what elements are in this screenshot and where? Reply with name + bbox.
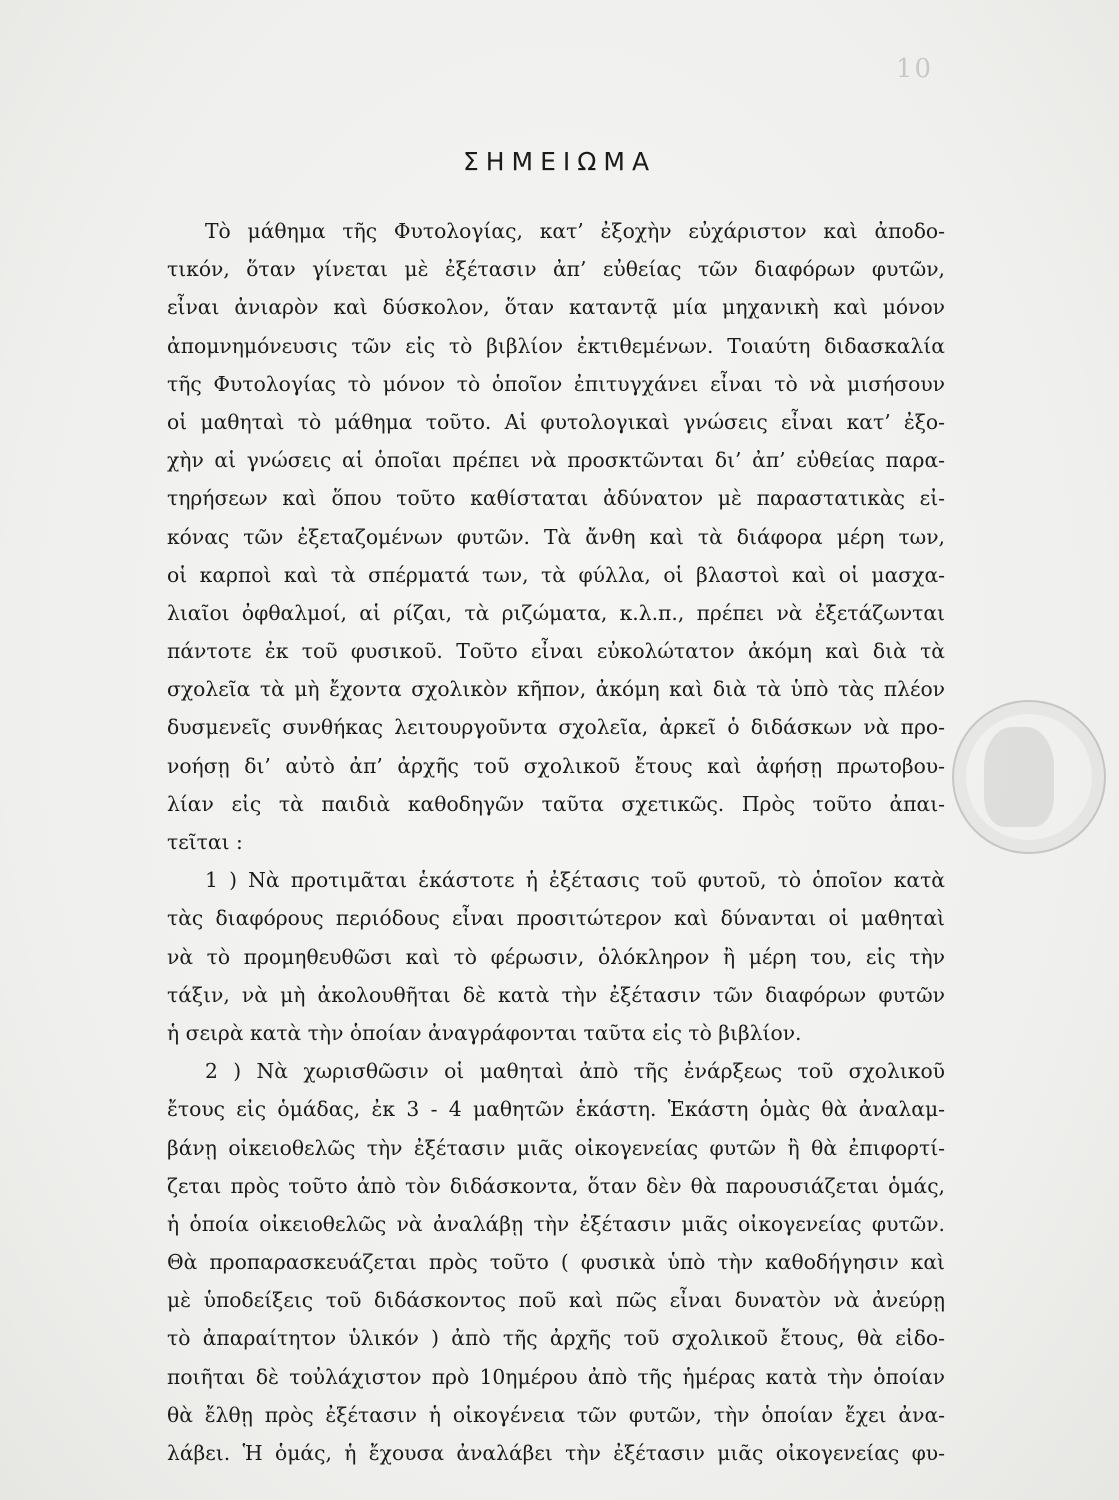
ghost-page-number: 10 [895,54,933,84]
text-line: ζεται πρὸς τοῦτο ἀπὸ τὸν διδάσκοντα, ὅταν δὲν θὰ παρουσιάζεται ὁμάς, [167,1173,945,1198]
text-line: 2 ) Νὰ χωρισθῶσιν οἱ μαθηταὶ ἀπὸ τῆς ἐνάρξεως τοῦ σχολικοῦ [205,1059,945,1084]
text-line: λίαν εἰς τὰ παιδιὰ καθοδηγῶν ταῦτα σχετικῶς. Πρὸς τοῦτο ἀπαι- [167,791,945,816]
text-line: ἡ ὁποία οἰκειοθελῶς νὰ ἀναλάβῃ τὴν ἐξέτασιν μιᾶς οἰκογενείας φυτῶν. [167,1211,945,1236]
text-line: κόνας τῶν ἐξεταζομένων φυτῶν. Τὰ ἄνθη καὶ τὰ διάφορα μέρη των, [167,524,945,549]
text-line: ποιῆται δὲ τοὐλάχιστον πρὸ 10ημέρου ἀπὸ τῆς ἡμέρας κατὰ τὴν ὁποίαν [167,1364,945,1389]
text-line: τῆς Φυτολογίας τὸ μόνον τὸ ὁποῖον ἐπιτυγχάνει εἶναι τὸ νὰ μισήσουν [167,371,945,396]
text-line: Θὰ προπαρασκευάζεται πρὸς τοῦτο ( φυσικὰ ὑπὸ τὴν καθοδήγησιν καὶ [167,1250,945,1275]
text-line: τικόν, ὅταν γίνεται μὲ ἐξέτασιν ἀπ’ εὐθείας τῶν διαφόρων φυτῶν, [167,257,945,282]
text-line: τὸ ἀπαραίτητον ὑλικόν ) ἀπὸ τῆς ἀρχῆς τοῦ σχολικοῦ ἔτους, θὰ εἰδο- [167,1326,945,1351]
text-line: λάβει. Ἡ ὁμάς, ἡ ἔχουσα ἀναλάβει τὴν ἐξέτασιν μιᾶς οἰκογενείας φυ- [167,1441,945,1465]
text-line: ἡ σειρὰ κατὰ τὴν ὁποίαν ἀναγράφονται ταῦτα εἰς τὸ βιβλίον. [167,1020,802,1045]
text-line: βάνῃ οἰκειοθελῶς τὴν ἐξέτασιν μιᾶς οἰκογενείας φυτῶν ἢ θὰ ἐπιφορτί- [167,1135,945,1160]
text-line: τεῖται : [167,830,243,854]
text-line: τάξιν, νὰ μὴ ἀκολουθῆται δὲ κατὰ τὴν ἐξέτασιν τῶν διαφόρων φυτῶν [167,982,945,1007]
text-line: οἱ καρποὶ καὶ τὰ σπέρματά των, τὰ φύλλα, οἱ βλαστοὶ καὶ οἱ μασχα- [167,562,945,587]
library-stamp [952,700,1106,854]
body-text [167,212,945,1472]
text-line: οἱ μαθηταὶ τὸ μάθημα τοῦτο. Αἱ φυτολογικαὶ γνώσεις εἶναι κατ’ ἐξο- [167,409,945,434]
page-heading: ΣΗΜΕΙΩΜΑ [462,147,657,176]
stamp-figure [984,727,1054,827]
text-line: 1 ) Νὰ προτιμᾶται ἑκάστοτε ἡ ἐξέτασις τοῦ φυτοῦ, τὸ ὁποῖον κατὰ [205,868,945,893]
text-line: πάντοτε ἐκ τοῦ φυσικοῦ. Τοῦτο εἶναι εὐκολώτατον ἀκόμη καὶ διὰ τὰ [167,639,945,664]
text-line: νοήσῃ δι’ αὐτὸ ἀπ’ ἀρχῆς τοῦ σχολικοῦ ἔτους καὶ ἀφήσῃ πρωτοβου- [167,753,945,778]
text-line: λιαῖοι ὀφθαλμοί, αἱ ρίζαι, τὰ ριζώματα, κ.λ.π., πρέπει νὰ ἐξετάζωνται [167,600,945,625]
text-line: σχολεῖα τὰ μὴ ἔχοντα σχολικὸν κῆπον, ἀκόμη καὶ διὰ τὰ ὑπὸ τὰς πλέον [167,677,945,702]
text-line: θὰ ἔλθῃ πρὸς ἐξέτασιν ἡ οἰκογένεια τῶν φυτῶν, τὴν ὁποίαν ἔχει ἀνα- [167,1402,945,1427]
text-line: εἶναι ἀνιαρὸν καὶ δύσκολον, ὅταν καταντᾷ μία μηχανικὴ καὶ μόνον [167,295,945,320]
text-line: ἀπομνημόνευσις τῶν εἰς τὸ βιβλίον ἐκτιθεμένων. Τοιαύτη διδασκαλία [167,333,945,358]
text-line: Τὸ μάθημα τῆς Φυτολογίας, κατ’ ἐξοχὴν εὐχάριστον καὶ ἀποδο- [205,219,945,243]
text-line: ἔτους εἰς ὁμάδας, ἐκ 3 - 4 μαθητῶν ἑκάστη. Ἑκάστη ὁμὰς θὰ ἀναλαμ- [167,1097,945,1122]
text-line: νὰ τὸ προμηθευθῶσι καὶ τὸ φέρωσιν, ὁλόκληρον ἢ μέρη του, εἰς τὴν [167,944,945,969]
text-line: τὰς διαφόρους περιόδους εἶναι προσιτώτερον καὶ δύνανται οἱ μαθηταὶ [167,906,945,931]
text-line: μὲ ὑποδείξεις τοῦ διδάσκοντος ποῦ καὶ πῶς εἶναι δυνατὸν νὰ ἀνεύρῃ [167,1288,945,1313]
text-line: χὴν αἱ γνώσεις αἱ ὁποῖαι πρέπει νὰ προσκτῶνται δι’ ἀπ’ εὐθείας παρα- [167,448,945,473]
text-line: τηρήσεων καὶ ὅπου τοῦτο καθίσταται ἀδύνατον μὲ παραστατικὰς εἰ- [167,486,945,511]
text-line: δυσμενεῖς συνθήκας λειτουργοῦντα σχολεῖα, ἀρκεῖ ὁ διδάσκων νὰ προ- [167,715,945,740]
